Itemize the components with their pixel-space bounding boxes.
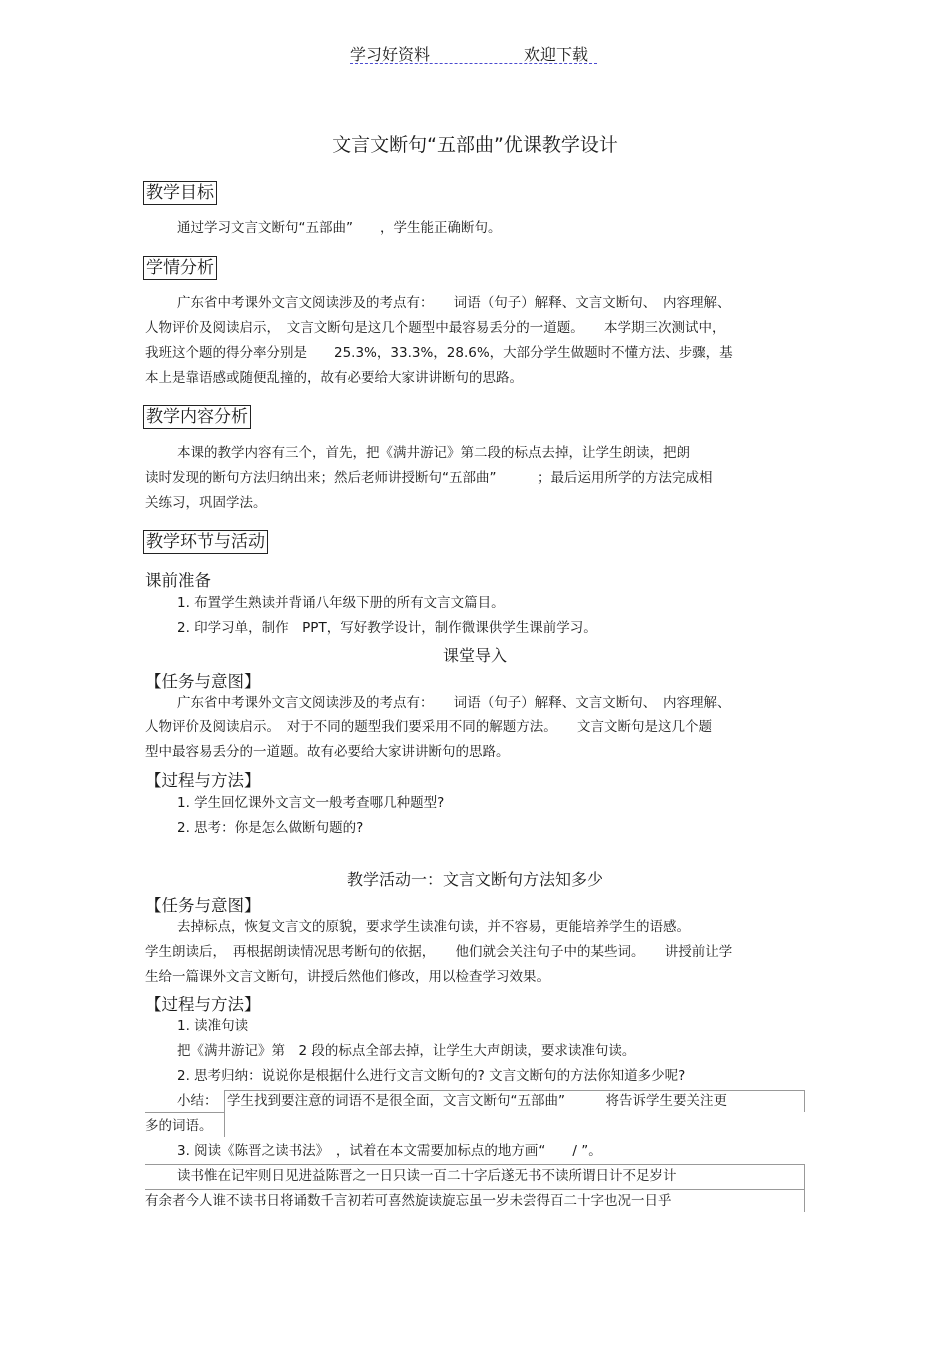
process-item-3: 3. 阅读《陈晋之读书法》 ，试着在本文需要加标点的地方画“ / ”。 xyxy=(177,1143,602,1159)
intro-line-2: 人物评价及阅读启示。 对于不同的题型我们要采用不同的解题方法。 文言文断句是这几个题 xyxy=(145,719,712,735)
header-left: 学习好资料 xyxy=(350,45,431,64)
intro-title: 课堂导入 xyxy=(442,646,507,665)
process-item-1-detail: 把《满井游记》第 2 段的标点全部去掉，让学生大声朗读，要求读准句读。 xyxy=(177,1043,636,1059)
method-item-1: 1. 学生回忆课外文言文一般考查哪几种题型? xyxy=(177,795,445,811)
process-item-1: 1. 读准句读 xyxy=(177,1018,249,1034)
header-right: 欢迎下载 xyxy=(524,45,589,64)
content-line-1: 本课的教学内容有三个，首先，把《满井游记》第二段的标点去掉，让学生朗读，把朗 xyxy=(177,445,690,461)
goals-text: 通过学习文言文断句“五部曲” ，学生能正确断句。 xyxy=(177,220,502,236)
passage-line-1: 读书惟在记牢则日见进益陈晋之一日只读一百二十字后遂无书不读所谓日计不足岁计 xyxy=(177,1168,677,1184)
passage-box-mid xyxy=(145,1189,805,1190)
summary-text: 学生找到要注意的词语不是很全面，文言文断句“五部曲” 将告诉学生要关注更 xyxy=(227,1093,727,1109)
analysis-line-2: 人物评价及阅读启示， 文言文断句是这几个题型中最容易丢分的一道题。 本学期三次测试中， xyxy=(145,320,726,336)
summary-box-left xyxy=(224,1090,225,1137)
analysis-line-4: 本上是靠语感或随便乱撞的，故有必要给大家讲讲断句的思路。 xyxy=(145,370,523,386)
intro-line-1: 广东省中考课外文言文阅读涉及的考点有： 词语（句子）解释、文言文断句、 内容理解、 xyxy=(177,695,731,711)
passage-line-2: 有余者今人谁不读书日将诵数千言初若可喜然旋读旋忘虽一岁未尝得百二十字也况一日乎 xyxy=(145,1193,672,1209)
process-method-label: 【过程与方法】 xyxy=(145,771,261,790)
section-heading-content-analysis: 教学内容分析 xyxy=(143,405,251,429)
process-item-2: 2. 思考归纳：说说你是根据什么进行文言文断句的? 文言文断句的方法你知道多少呢? xyxy=(177,1068,686,1084)
prep-item-1: 1. 布置学生熟读并背诵八年级下册的所有文言文篇目。 xyxy=(177,595,505,611)
summary-box-mid xyxy=(145,1112,225,1113)
prep-title: 课前准备 xyxy=(145,571,211,590)
content-line-3: 关练习，巩固学法。 xyxy=(145,495,267,511)
page-title: 文言文断句“五部曲”优课教学设计 xyxy=(332,134,618,156)
analysis-line-1: 广东省中考课外文言文阅读涉及的考点有： 词语（句子）解释、文言文断句、 内容理解、 xyxy=(177,295,731,311)
activity-line-2: 学生朗读后， 再根据朗读情况思考断句的依据， 他们就会关注句子中的某些词。 讲授前让学 xyxy=(145,944,733,960)
summary-label: 小结： xyxy=(177,1093,218,1109)
summary-box-right xyxy=(804,1090,805,1112)
activity-line-3: 生给一篇课外文言文断句，讲授后然他们修改，用以检查学习效果。 xyxy=(145,969,550,985)
activity-line-1: 去掉标点，恢复文言文的原貌，要求学生读准句读，并不容易，更能培养学生的语感。 xyxy=(177,919,690,935)
section-heading-goals: 教学目标 xyxy=(143,181,217,205)
process-method-label-2: 【过程与方法】 xyxy=(145,995,261,1014)
intro-line-3: 型中最容易丢分的一道题。故有必要给大家讲讲断句的思路。 xyxy=(145,744,510,760)
passage-box-top xyxy=(145,1164,805,1165)
header-divider xyxy=(350,63,597,64)
summary-box-top xyxy=(224,1090,804,1091)
task-intent-label: 【任务与意图】 xyxy=(145,672,261,691)
section-heading-student-analysis: 学情分析 xyxy=(143,256,217,280)
activity-one-title: 教学活动一：文言文断句方法知多少 xyxy=(346,870,603,889)
summary-text-end: 多的词语。 xyxy=(145,1118,213,1134)
analysis-line-3: 我班这个题的得分率分别是 25.3%，33.3%，28.6%，大部分学生做题时不懂方法、步骤，基 xyxy=(145,345,733,361)
task-intent-label-2: 【任务与意图】 xyxy=(145,896,261,915)
prep-item-2: 2. 印学习单，制作 PPT，写好教学设计，制作微课供学生课前学习。 xyxy=(177,620,597,636)
content-line-2: 读时发现的断句方法归纳出来；然后老师讲授断句“五部曲” ；最后运用所学的方法完成相 xyxy=(145,470,713,486)
section-heading-activities: 教学环节与活动 xyxy=(143,530,268,554)
passage-box-right xyxy=(804,1164,805,1212)
method-item-2: 2. 思考：你是怎么做断句题的? xyxy=(177,820,364,836)
